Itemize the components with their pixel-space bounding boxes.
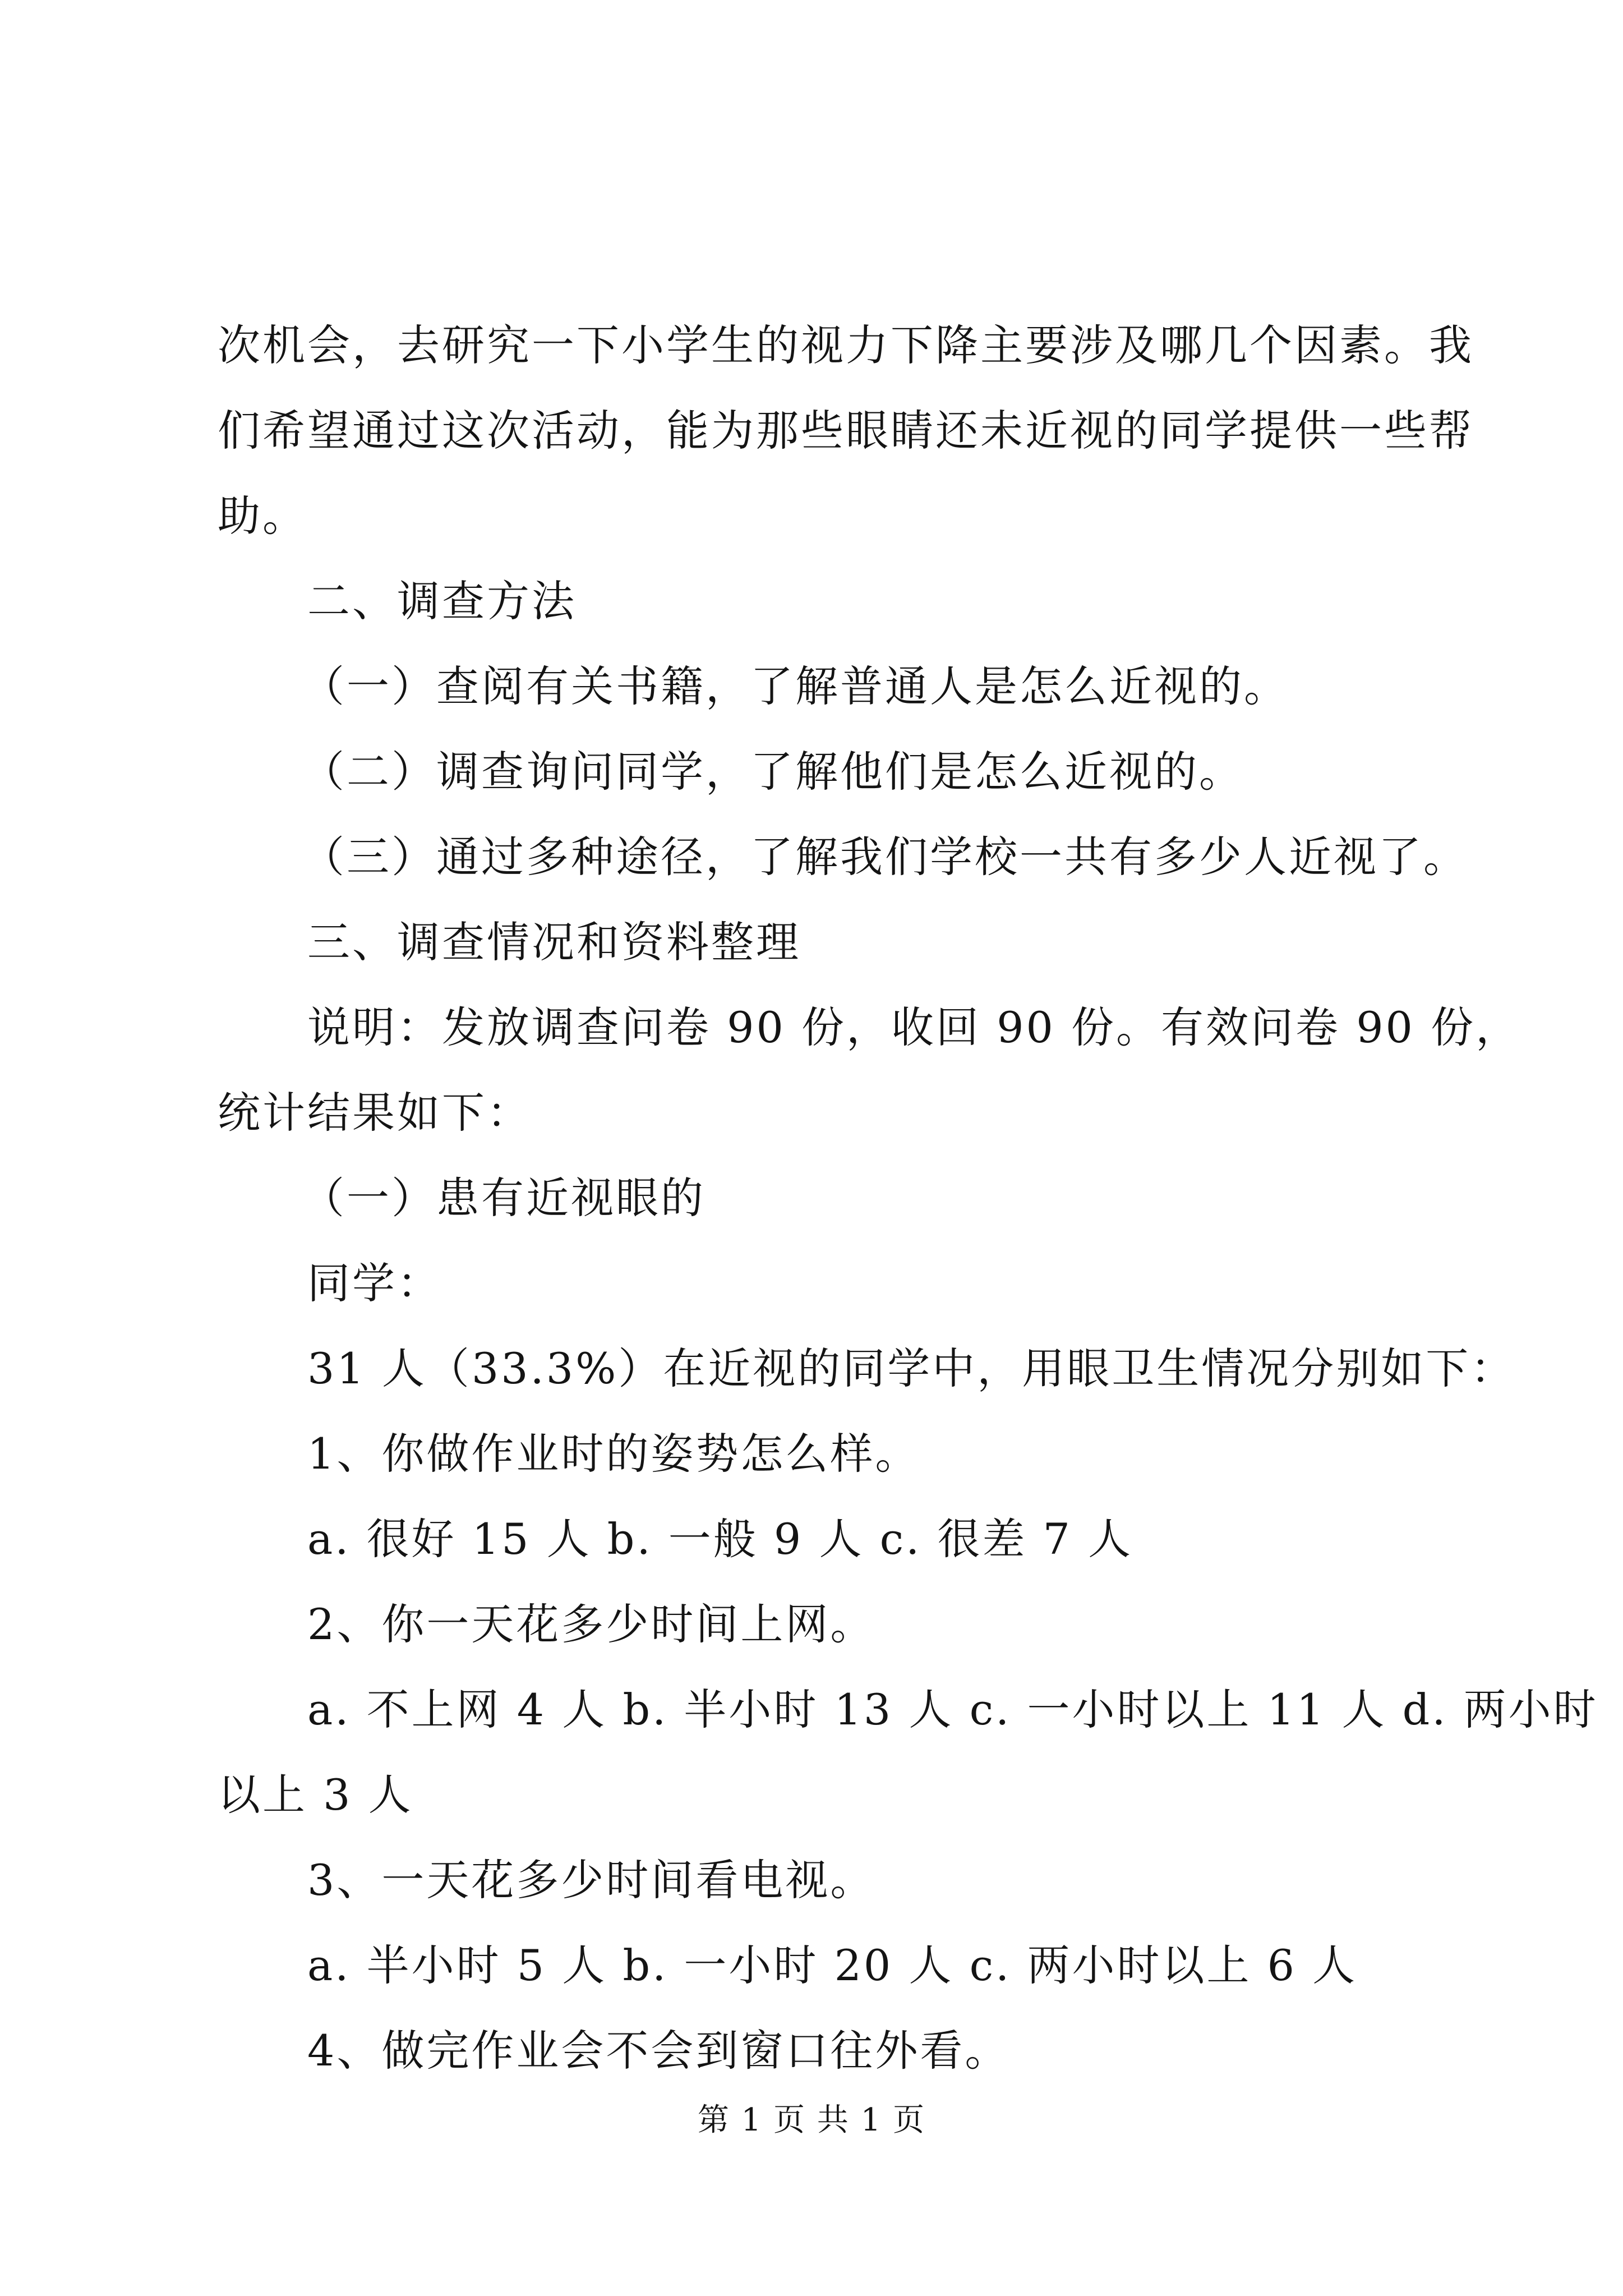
list-item: （一）查阅有关书籍，了解普通人是怎么近视的。 bbox=[302, 661, 1289, 711]
page-footer: 第 1 页 共 1 页 bbox=[697, 2102, 926, 2138]
list-item: （三）通过多种途径，了解我们学校一共有多少人近视了。 bbox=[302, 832, 1468, 882]
document-body bbox=[218, 303, 1598, 2093]
answer-line: a. 半小时 5 人 b. 一小时 20 人 c. 两小时以上 6 人 bbox=[307, 1940, 1358, 1990]
answer-line: a. 很好 15 人 b. 一般 9 人 c. 很差 7 人 bbox=[307, 1514, 1133, 1564]
question-line: 3、一天花多少时间看电视。 bbox=[307, 1855, 875, 1905]
question-line: 2、你一天花多少时间上网。 bbox=[307, 1599, 875, 1649]
question-line: 1、你做作业时的姿势怎么样。 bbox=[307, 1429, 920, 1479]
list-item: （二）调查询问同学，了解他们是怎么近视的。 bbox=[302, 747, 1244, 797]
answer-line: a. 不上网 4 人 b. 半小时 13 人 c. 一小时以上 11 人 d. 两小时 bbox=[307, 1685, 1598, 1734]
paragraph-line: 次机会，去研究一下小学生的视力下降主要涉及哪几个因素。我 bbox=[218, 320, 1474, 370]
paragraph-line: 同学： bbox=[307, 1258, 442, 1308]
paragraph-line: 助。 bbox=[218, 491, 307, 541]
question-line: 4、做完作业会不会到窗口往外看。 bbox=[307, 2026, 1010, 2076]
section-heading: 三、调查情况和资料整理 bbox=[307, 917, 801, 967]
section-heading: 二、调查方法 bbox=[307, 576, 577, 626]
paragraph-line: 们希望通过这次活动，能为那些眼睛还未近视的同学提供一些帮 bbox=[218, 406, 1474, 455]
subsection-heading: （一）患有近视眼的 bbox=[302, 1173, 706, 1223]
paragraph-line: 说明：发放调查问卷 90 份，收回 90 份。有效问卷 90 份， bbox=[307, 1002, 1521, 1052]
paragraph-line: 统计结果如下： bbox=[218, 1088, 532, 1138]
paragraph-line: 31 人（33.3%）在近视的同学中，用眼卫生情况分别如下： bbox=[307, 1343, 1516, 1393]
answer-line: 以上 3 人 bbox=[218, 1770, 413, 1820]
